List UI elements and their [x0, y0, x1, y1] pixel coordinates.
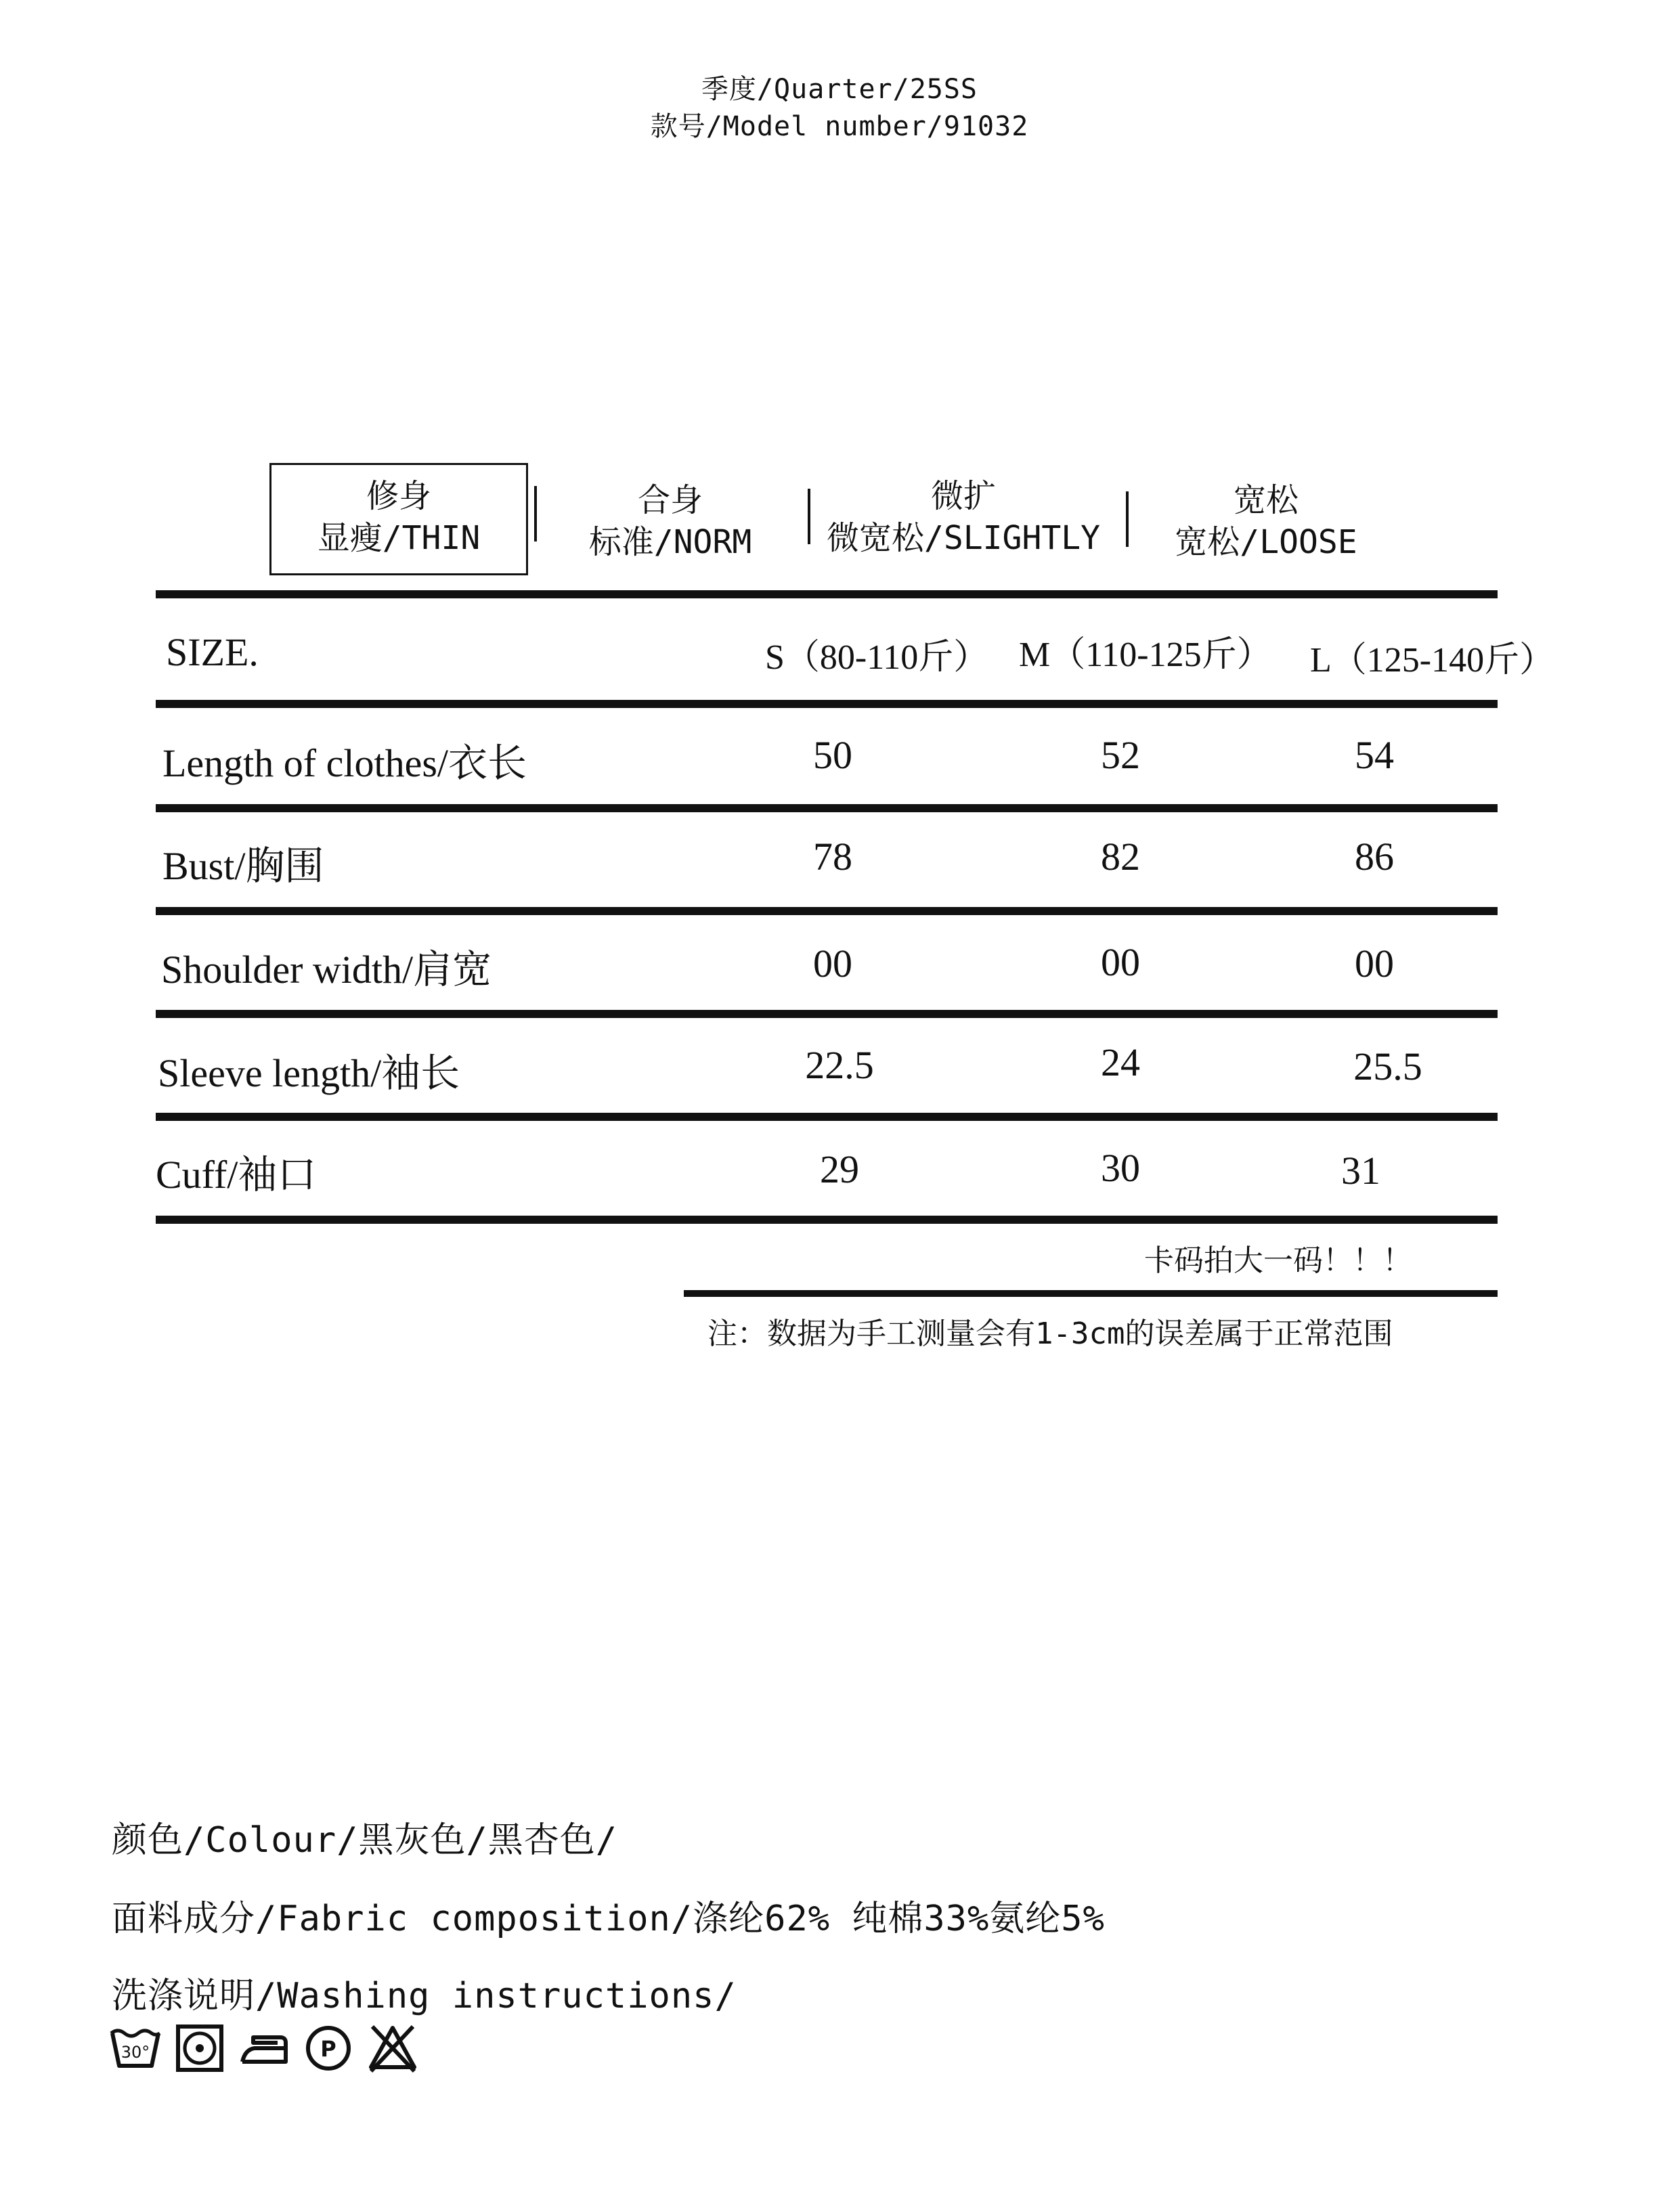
fit-norm-line2: 标准/NORM: [588, 523, 752, 561]
fit-norm-line1: 合身: [637, 481, 703, 519]
tumble-dry-icon: [173, 2021, 227, 2075]
row-label-bust: Bust/胸围: [162, 844, 324, 888]
fit-option-slightly: [818, 475, 1109, 559]
colour-info: 颜色/Colour/黑灰色/黑杏色/: [112, 1820, 618, 1861]
size-m-header: M（110-125斤）: [1019, 636, 1272, 674]
fit-thin-line2: 显瘦/THIN: [317, 519, 481, 557]
cell-cuff-m: 30: [1101, 1146, 1140, 1190]
measurement-note: 注：数据为手工测量会有1-3cm的误差属于正常范围: [707, 1317, 1393, 1351]
row-label-length: Length of clothes/衣长: [162, 741, 527, 785]
row-label-shoulder: Shoulder width/肩宽: [161, 948, 492, 992]
table-top-rule: [156, 590, 1498, 598]
wash-30-icon: [108, 2021, 162, 2075]
fit-slightly-line1: 微扩: [930, 477, 996, 515]
cell-sleeve-m: 24: [1101, 1040, 1140, 1084]
fabric-info: 面料成分/Fabric composition/涤纶62% 纯棉33%氨纶5%: [112, 1899, 1105, 1939]
table-rule: [156, 1010, 1498, 1018]
cell-sleeve-s: 22.5: [805, 1043, 874, 1087]
table-rule: [156, 804, 1498, 812]
cell-cuff-l: 31: [1341, 1149, 1380, 1193]
fit-divider: [1126, 491, 1129, 547]
size-tip-note: 卡码拍大一码！！！: [1144, 1243, 1412, 1278]
fit-option-norm: [555, 479, 785, 563]
cell-length-l: 54: [1355, 733, 1394, 777]
cell-cuff-s: 29: [820, 1147, 859, 1191]
fit-option-loose: [1151, 479, 1381, 563]
table-bottom-rule: [156, 1216, 1498, 1224]
table-rule: [156, 1113, 1498, 1121]
fit-loose-line1: 宽松: [1233, 481, 1299, 519]
fit-loose-line2: 宽松/LOOSE: [1175, 523, 1357, 561]
size-l-header: L（125-140斤）: [1310, 641, 1555, 680]
cell-sleeve-l: 25.5: [1353, 1044, 1422, 1088]
cell-shoulder-m: 00: [1101, 940, 1140, 984]
note-rule: [684, 1290, 1498, 1297]
cell-bust-m: 82: [1101, 835, 1140, 879]
fit-thin-line1: 修身: [366, 477, 431, 515]
fit-divider: [534, 486, 537, 541]
table-rule: [156, 907, 1498, 915]
size-s-header: S（80-110斤）: [765, 638, 989, 677]
row-label-cuff: Cuff/袖口: [156, 1153, 317, 1197]
table-rule: [156, 700, 1498, 708]
fit-divider: [808, 489, 810, 544]
cell-length-s: 50: [813, 733, 852, 777]
cell-length-m: 52: [1101, 733, 1140, 777]
fit-slightly-line2: 微宽松/SLIGHTLY: [826, 519, 1101, 557]
svg-text:P: P: [320, 2036, 336, 2062]
size-header-label: SIZE.: [166, 630, 259, 674]
cell-shoulder-l: 00: [1355, 942, 1394, 986]
model-number-label: 款号/Model number/91032: [650, 111, 1029, 142]
wash-temp-label: 30°: [121, 2043, 150, 2062]
washing-info: 洗涤说明/Washing instructions/: [112, 1976, 737, 2016]
iron-low-icon: [237, 2021, 291, 2075]
do-not-bleach-icon: [366, 2021, 420, 2075]
quarter-label: 季度/Quarter/25SS: [701, 74, 978, 105]
cell-bust-l: 86: [1355, 835, 1394, 879]
dry-clean-p-icon: [301, 2021, 355, 2075]
fit-option-thin: [269, 475, 528, 559]
cell-bust-s: 78: [813, 835, 852, 879]
row-label-sleeve: Sleeve length/袖长: [158, 1051, 460, 1095]
cell-shoulder-s: 00: [813, 942, 852, 986]
